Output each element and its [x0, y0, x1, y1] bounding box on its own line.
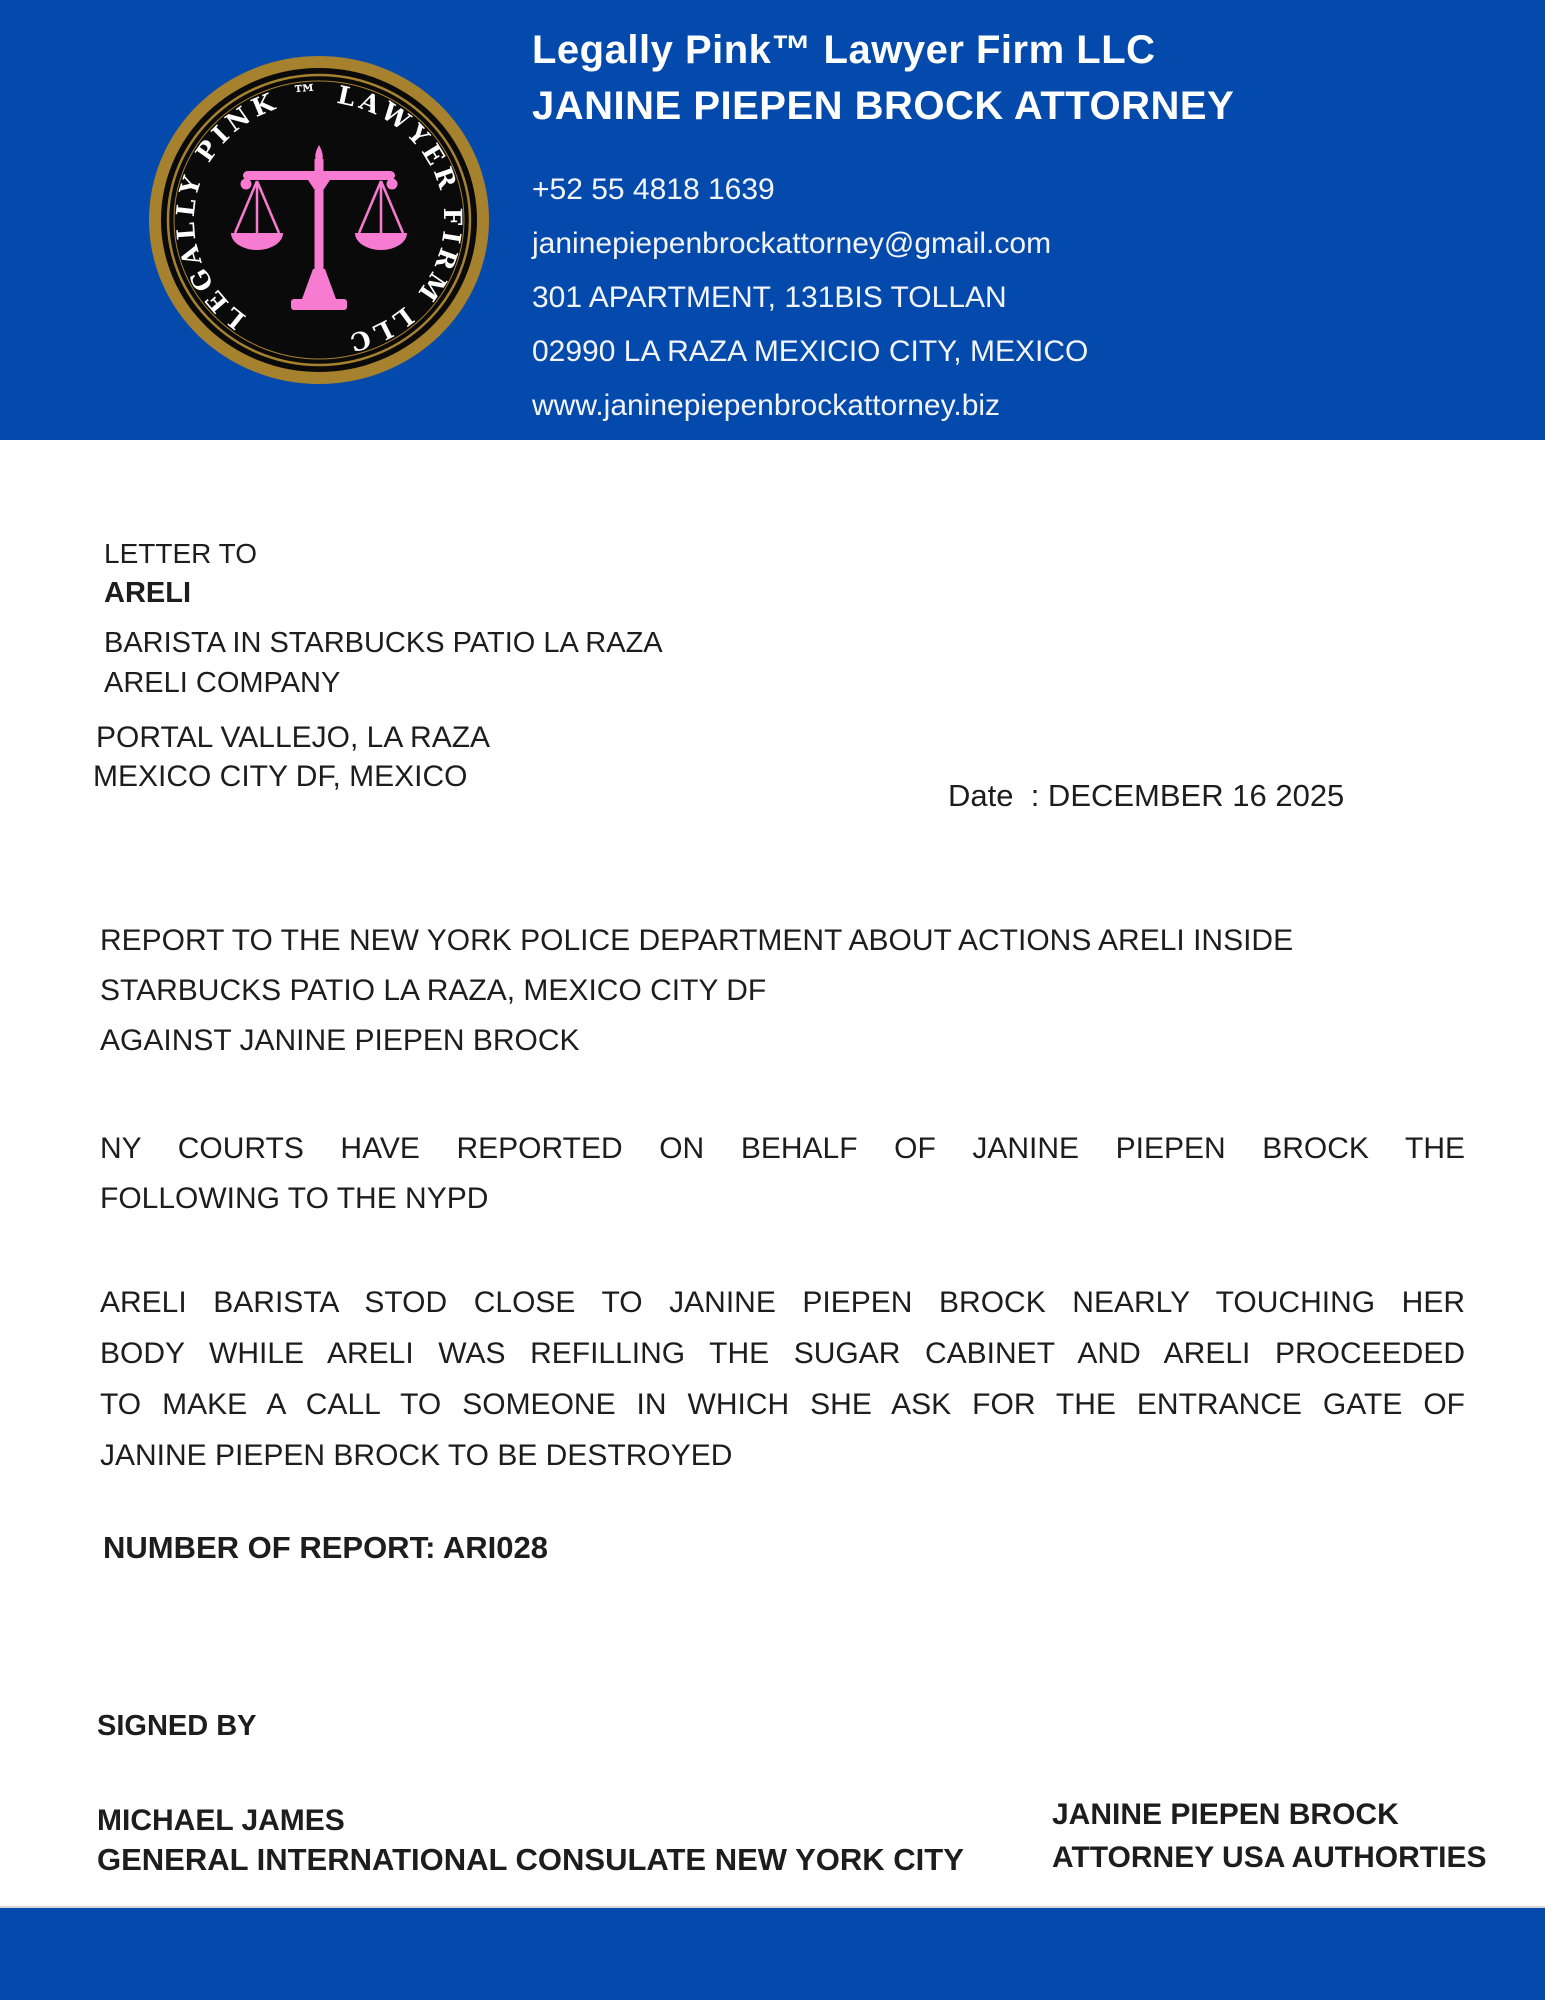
signer-left-title: GENERAL INTERNATIONAL CONSULATE NEW YORK CITY	[97, 1842, 964, 1877]
email-address: janinepiepenbrockattorney@gmail.com	[532, 227, 1052, 260]
footer-bar	[0, 1906, 1545, 2000]
attorney-name: JANINE PIEPEN BROCK ATTORNEY	[532, 84, 1235, 128]
firm-name: Legally Pink™ Lawyer Firm LLC	[532, 28, 1156, 72]
paragraph-line: NY COURTS HAVE REPORTED ON BEHALF OF JANINE PIEPEN BROCK THE	[100, 1132, 1465, 1165]
recipient-line-2: ARELI COMPANY	[104, 667, 341, 699]
date-line: Date : DECEMBER 16 2025	[948, 778, 1345, 813]
letterhead	[0, 0, 1545, 440]
report-number: NUMBER OF REPORT: ARI028	[103, 1530, 548, 1565]
letter-to-label: LETTER TO	[104, 538, 258, 569]
signer-right-name: JANINE PIEPEN BROCK	[1052, 1798, 1399, 1831]
recipient-line-3: PORTAL VALLEJO, LA RAZA	[96, 721, 491, 754]
signer-left-name: MICHAEL JAMES	[97, 1804, 345, 1837]
seal-ring-text: LEGALLY PINK ™ LAWYER FIRM LLC	[170, 78, 468, 359]
address-line-1: 301 APARTMENT, 131BIS TOLLAN	[532, 281, 1007, 314]
firm-seal-logo	[148, 55, 490, 385]
paragraph-report-subject	[100, 916, 1465, 1066]
paragraph-line: AGAINST JANINE PIEPEN BROCK	[100, 1024, 580, 1057]
phone-number: +52 55 4818 1639	[532, 173, 775, 206]
contact-block	[532, 163, 1088, 433]
paragraph-incident-description	[100, 1277, 1465, 1481]
paragraph-line: BODY WHILE ARELI WAS REFILLING THE SUGAR CABINET AND ARELI PROCEEDED	[100, 1337, 1465, 1370]
signer-right-title: ATTORNEY USA AUTHORTIES	[1052, 1841, 1487, 1874]
paragraph-line: JANINE PIEPEN BROCK TO BE DESTROYED	[100, 1439, 733, 1472]
recipient-line-4: MEXICO CITY DF, MEXICO	[93, 760, 468, 793]
signed-by-label: SIGNED BY	[97, 1710, 257, 1742]
recipient-line-1: BARISTA IN STARBUCKS PATIO LA RAZA	[104, 627, 663, 659]
address-line-2: 02990 LA RAZA MEXICIO CITY, MEXICO	[532, 335, 1089, 368]
paragraph-courts-statement	[100, 1124, 1465, 1224]
paragraph-line: REPORT TO THE NEW YORK POLICE DEPARTMENT ABOUT ACTIONS ARELI INSIDE	[100, 924, 1294, 957]
website-url: www.janinepiepenbrockattorney.biz	[532, 389, 1001, 422]
paragraph-line: TO MAKE A CALL TO SOMEONE IN WHICH SHE ASK FOR THE ENTRANCE GATE OF	[100, 1388, 1465, 1421]
paragraph-line: FOLLOWING TO THE NYPD	[100, 1182, 489, 1215]
paragraph-line: ARELI BARISTA STOD CLOSE TO JANINE PIEPEN BROCK NEARLY TOUCHING HER	[100, 1286, 1465, 1319]
recipient-name: ARELI	[104, 577, 191, 609]
paragraph-line: STARBUCKS PATIO LA RAZA, MEXICO CITY DF	[100, 974, 767, 1007]
